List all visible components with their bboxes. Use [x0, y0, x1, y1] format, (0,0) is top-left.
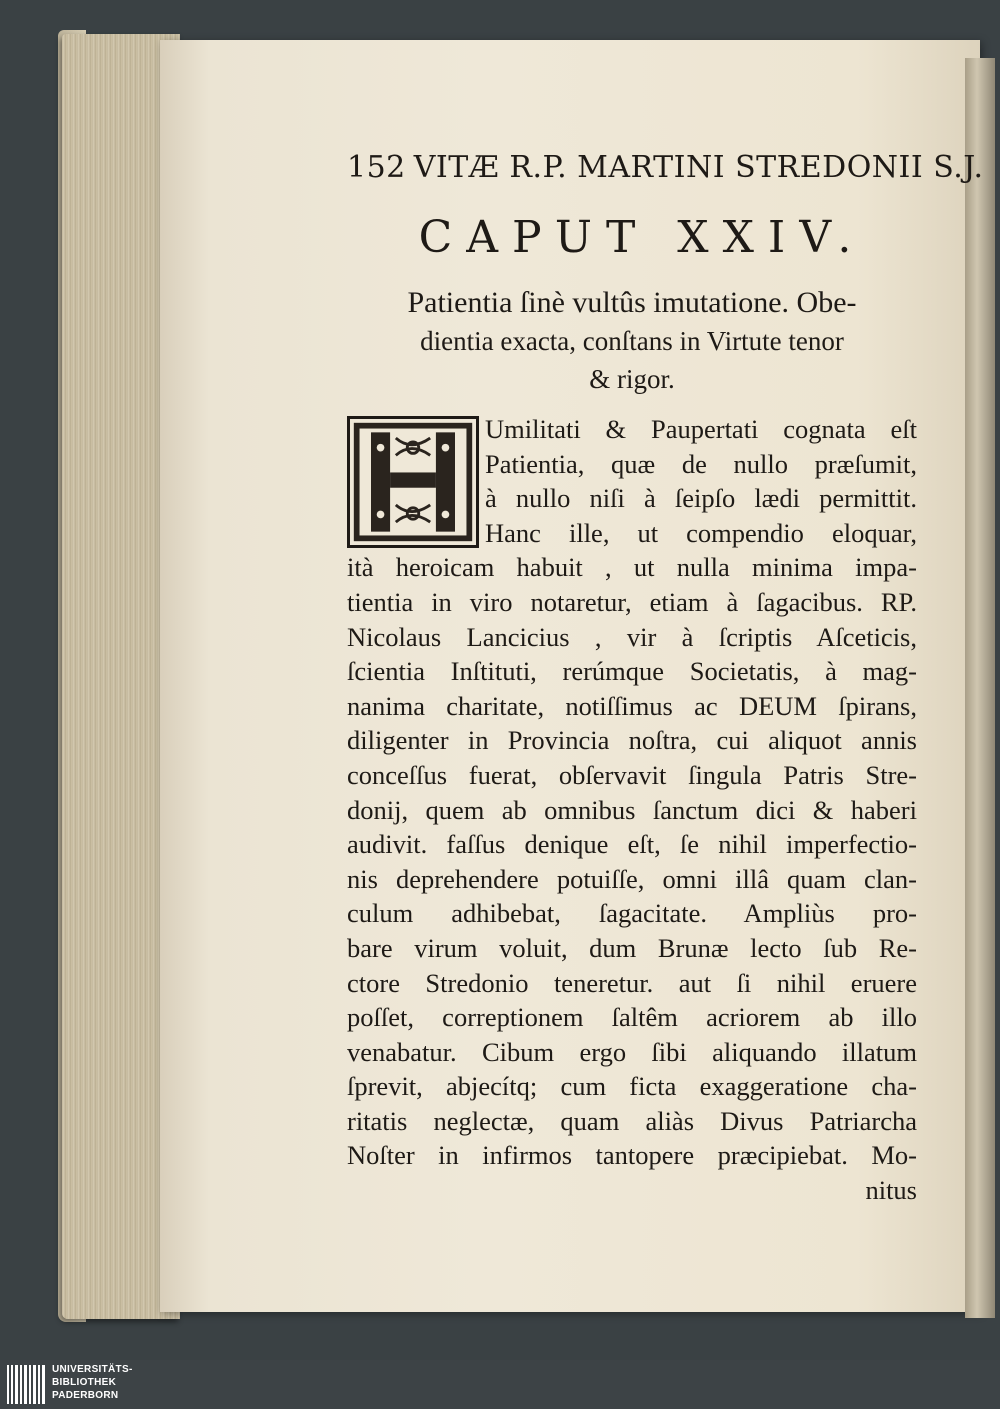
text-line: bare virum voluit, dum Brunæ lecto ſub Re-	[347, 932, 917, 963]
decorated-initial-h	[347, 416, 479, 548]
text-line: Noſter in infirmos tantopere præcipiebat. Mo-	[347, 1140, 917, 1171]
text-line: Nicolaus Lancicius , vir à ſcriptis Aſceticis,	[347, 621, 917, 652]
library-name-line: UNIVERSITÄTS-	[52, 1364, 133, 1375]
page-number: 152	[347, 150, 406, 185]
library-name-line: BIBLIOTHEK	[52, 1377, 117, 1388]
text-line: à nullo niſi à ſeipſo lædi permittit.	[485, 483, 917, 514]
library-name-line: PADERBORN	[52, 1390, 119, 1401]
text-line: ritatis neglectæ, quam aliàs Divus Patriarcha	[347, 1105, 917, 1136]
running-head	[347, 150, 984, 190]
chapter-summary	[347, 284, 917, 398]
text-line: ſcientia Inſtituti, rerúmque Societatis, à mag-	[347, 656, 917, 687]
text-line: Umilitati & Paupertati cognata eſt	[485, 414, 917, 444]
catchword: nitus	[865, 1175, 917, 1206]
library-logo-icon	[6, 1363, 46, 1406]
summary-line: & rigor.	[589, 364, 675, 394]
text-line: venabatur. Cibum ergo ſibi aliquando illatum	[347, 1036, 917, 1067]
text-line: donij, quem ab omnibus ſanctum dici & haberi	[347, 794, 917, 825]
text-line: ctore Stredonio teneretur. aut ſi nihil eruere	[347, 967, 917, 998]
text-line: tientia in viro notaretur, etiam à ſagacibus. RP.	[347, 586, 917, 617]
text-line: audivit. faſſus denique eſt, ſe nihil imperfectio-	[347, 829, 917, 860]
text-line: diligenter in Provincia noſtra, cui aliquot annis	[347, 725, 917, 756]
text-line: culum adhibebat, ſagacitate. Ampliùs pro-	[347, 898, 917, 929]
summary-line: Patientia ſinè vultûs imutatione. Obe-	[407, 286, 857, 319]
gutter-fold	[965, 58, 995, 1318]
text-line: nanima charitate, notiſſimus ac DEUM ſpirans,	[347, 690, 917, 721]
ornament-initial-icon	[350, 419, 476, 545]
text-line: ità heroicam habuit , ut nulla minima impa-	[347, 552, 917, 583]
summary-line: dientia exacta, conſtans in Virtute tenor	[420, 326, 844, 356]
running-title: VITÆ R.P. MARTINI STREDONII S.J.	[413, 150, 984, 185]
text-line: ſprevit, abjecítq; cum ficta exaggeratione cha-	[347, 1071, 917, 1102]
page-content	[347, 150, 984, 1208]
library-footer	[0, 1360, 1000, 1409]
text-line: Hanc ille, ut compendio eloquar,	[485, 517, 917, 548]
text-line: nis deprehendere potuiſſe, omni illâ quam clan-	[347, 863, 917, 894]
text-line: Patientia, quæ de nullo præſumit,	[485, 448, 917, 479]
text-line: poſſet, correptionem ſaltêm acriorem ab illo	[347, 1002, 917, 1033]
text-line: conceſſus fuerat, obſervavit ſingula Patris Stre-	[347, 759, 917, 790]
chapter-title: CAPUT XXIV.	[418, 212, 866, 263]
library-name	[52, 1363, 133, 1402]
body-text	[347, 412, 917, 1208]
